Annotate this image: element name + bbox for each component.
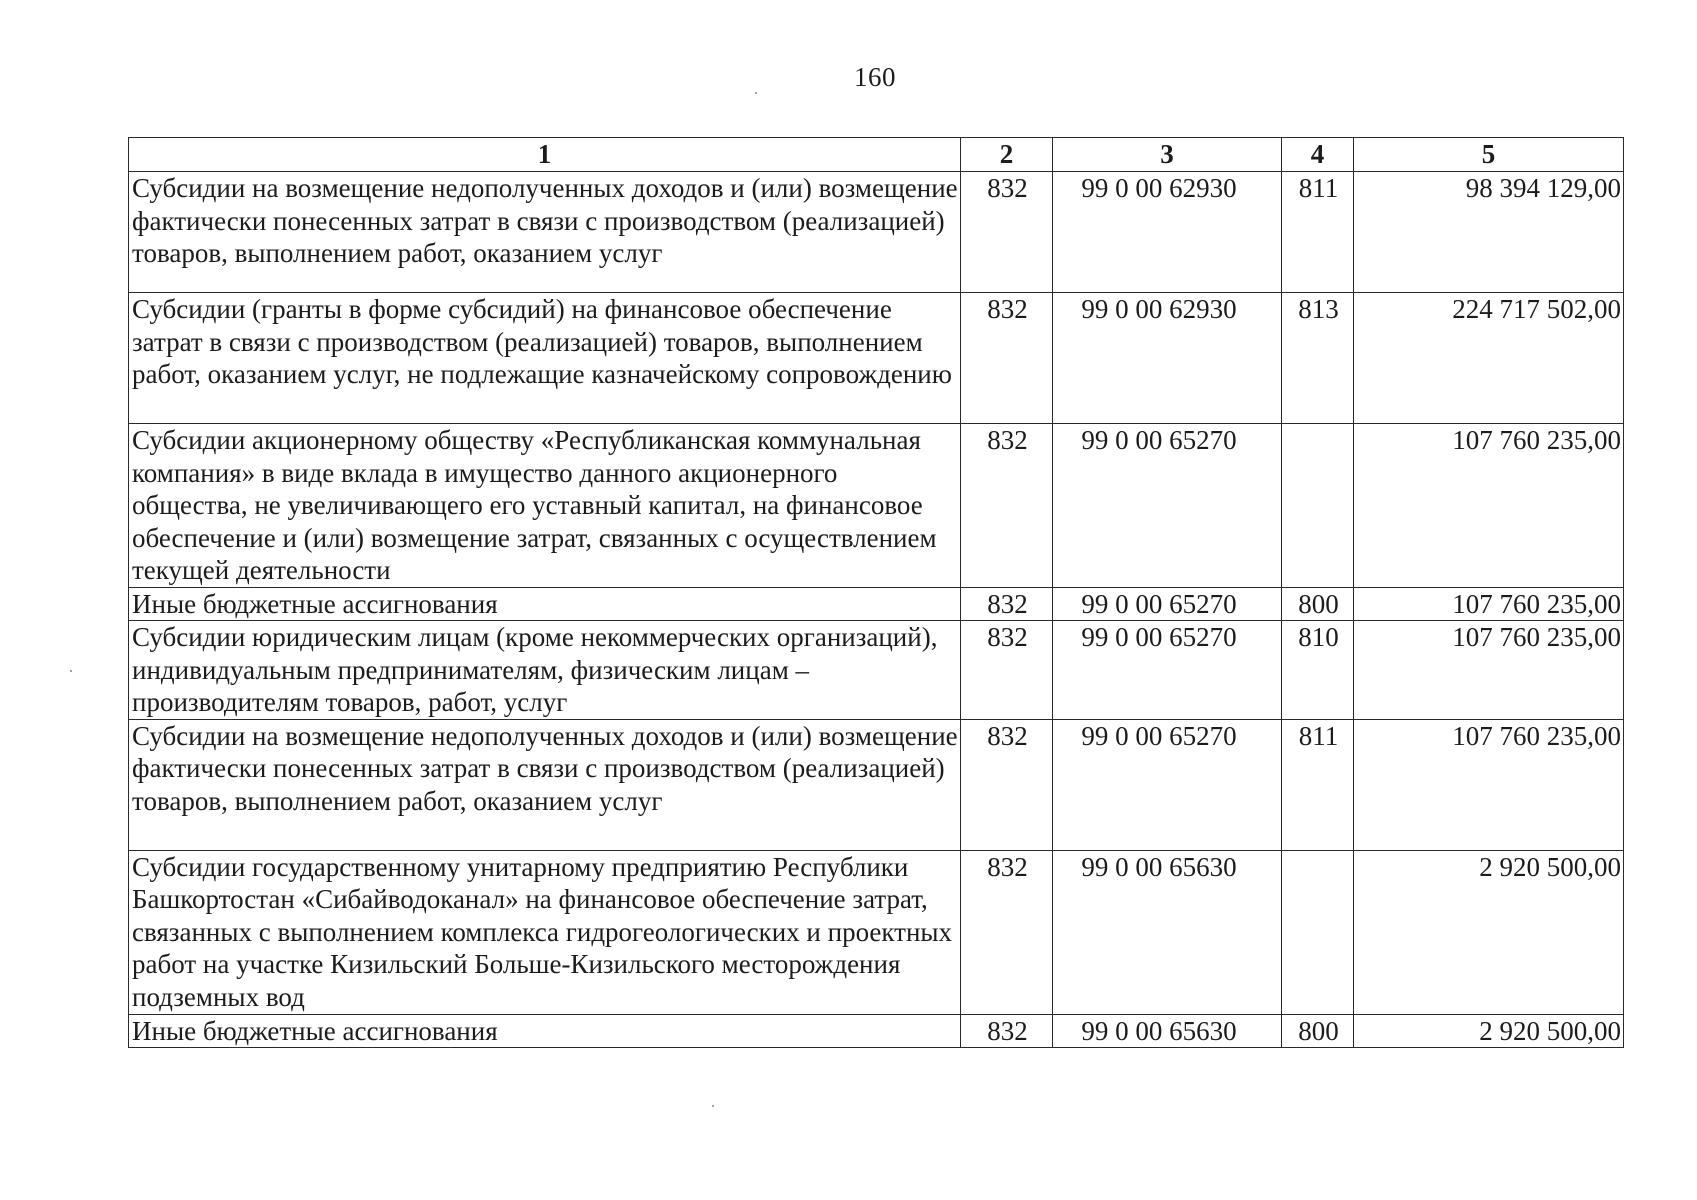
row-name-cell: Субсидии на возмещение недополученных доходов и (или) возмещение фактически понесенных затрат в связи с производством (реализацией) товаров, выполнением работ, оказанием услуг (129, 172, 961, 293)
row-sum-cell: 107 760 235,00 (1354, 621, 1624, 720)
row-sum-cell: 2 920 500,00 (1354, 850, 1624, 1014)
row-ved-cell: 832 (961, 424, 1053, 588)
row-sum-cell: 107 760 235,00 (1354, 424, 1624, 588)
table-header-row (129, 138, 1624, 172)
row-ved-cell: 832 (961, 587, 1053, 621)
row-cs-cell: 99 0 00 62930 (1053, 172, 1282, 293)
row-ved-cell: 832 (961, 621, 1053, 720)
row-cs-cell: 99 0 00 65270 (1053, 719, 1282, 850)
row-cs-cell: 99 0 00 65270 (1053, 424, 1282, 588)
row-name-cell: Иные бюджетные ассигнования (129, 1014, 961, 1048)
table-row (129, 587, 1624, 621)
table-row (129, 172, 1624, 293)
column-header: 3 (1053, 138, 1282, 172)
table-row (129, 621, 1624, 720)
row-vr-cell: 810 (1282, 621, 1354, 720)
row-ved-cell: 832 (961, 172, 1053, 293)
row-vr-cell: 813 (1282, 293, 1354, 424)
table-row (129, 1014, 1624, 1048)
budget-table (128, 137, 1624, 1048)
row-vr-cell: 800 (1282, 1014, 1354, 1048)
column-header: 5 (1354, 138, 1624, 172)
scan-speck (70, 670, 72, 672)
row-cs-cell: 99 0 00 65630 (1053, 850, 1282, 1014)
row-vr-cell: 811 (1282, 719, 1354, 850)
row-sum-cell: 224 717 502,00 (1354, 293, 1624, 424)
row-ved-cell: 832 (961, 850, 1053, 1014)
column-header: 2 (961, 138, 1053, 172)
scan-speck (712, 1105, 714, 1107)
row-vr-cell (1282, 424, 1354, 588)
row-vr-cell: 800 (1282, 587, 1354, 621)
row-ved-cell: 832 (961, 719, 1053, 850)
row-cs-cell: 99 0 00 62930 (1053, 293, 1282, 424)
table-row (129, 719, 1624, 850)
page-number: 160 (854, 62, 896, 92)
row-cs-cell: 99 0 00 65630 (1053, 1014, 1282, 1048)
row-sum-cell: 98 394 129,00 (1354, 172, 1624, 293)
column-header: 1 (129, 138, 961, 172)
row-ved-cell: 832 (961, 1014, 1053, 1048)
row-vr-cell: 811 (1282, 172, 1354, 293)
row-sum-cell: 107 760 235,00 (1354, 719, 1624, 850)
column-header: 4 (1282, 138, 1354, 172)
row-ved-cell: 832 (961, 293, 1053, 424)
row-name-cell: Субсидии юридическим лицам (кроме некоммерческих организаций), индивидуальным предпринимателям, физическим лицам – производителям товаров, работ, услуг (129, 621, 961, 720)
row-name-cell: Субсидии на возмещение недополученных доходов и (или) возмещение фактически понесенных затрат в связи с производством (реализацией) товаров, выполнением работ, оказанием услуг (129, 719, 961, 850)
table-row (129, 424, 1624, 588)
row-name-cell: Субсидии (гранты в форме субсидий) на финансовое обеспечение затрат в связи с производством (реализацией) товаров, выполнением работ, оказанием услуг, не подлежащие казначейскому сопровождению (129, 293, 961, 424)
row-vr-cell (1282, 850, 1354, 1014)
table-row (129, 293, 1624, 424)
scan-speck (755, 92, 757, 94)
row-name-cell: Субсидии государственному унитарному предприятию Республики Башкортостан «Сибайводоканал» на финансовое обеспечение затрат, связанных с выполнением комплекса гидрогеологических и проектных работ на участке Кизильский Больше-Кизильского месторождения подземных вод (129, 850, 961, 1014)
row-cs-cell: 99 0 00 65270 (1053, 587, 1282, 621)
row-sum-cell: 2 920 500,00 (1354, 1014, 1624, 1048)
row-sum-cell: 107 760 235,00 (1354, 587, 1624, 621)
row-name-cell: Иные бюджетные ассигнования (129, 587, 961, 621)
table-row (129, 850, 1624, 1014)
row-name-cell: Субсидии акционерному обществу «Республиканская коммунальная компания» в виде вклада в имущество данного акционерного общества, не увеличивающего его уставный капитал, на финансовое обеспечение и (или) возмещение затрат, связанных с осуществлением текущей деятельности (129, 424, 961, 588)
row-cs-cell: 99 0 00 65270 (1053, 621, 1282, 720)
